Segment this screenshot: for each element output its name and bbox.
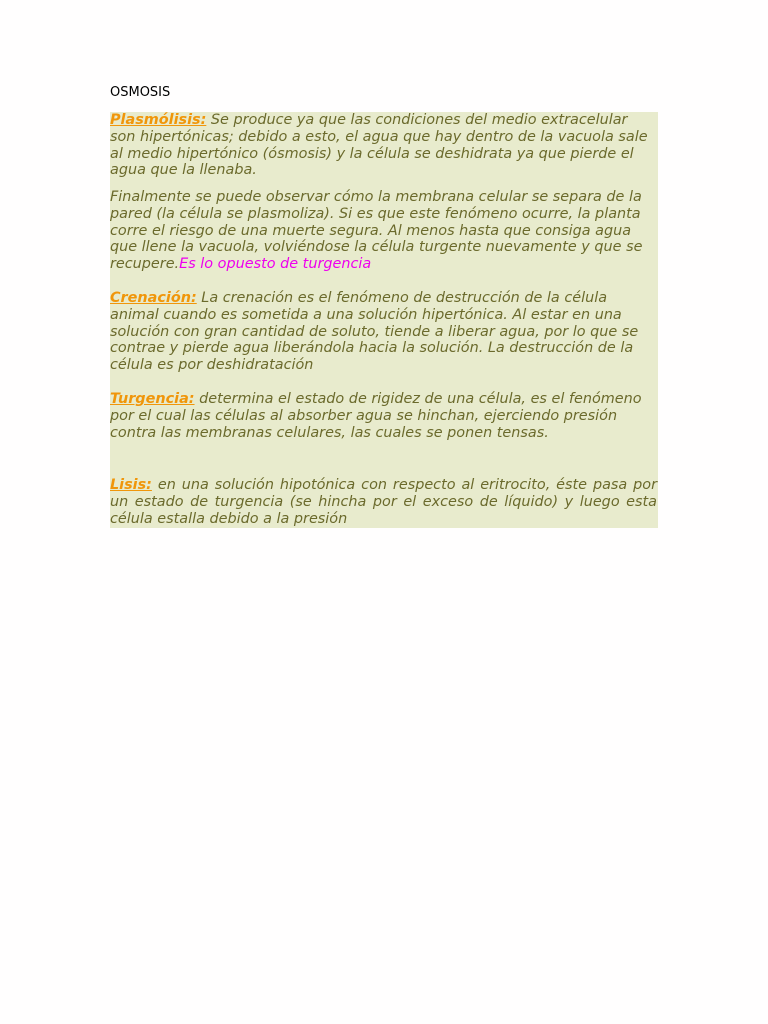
crenacion-term: Crenación: — [110, 290, 197, 306]
plasmolisis-term: Plasmólisis: — [110, 112, 207, 128]
crenacion-paragraph — [110, 290, 657, 374]
lisis-text: en una solución hipotónica con respecto al eritrocito, éste pasa por un estado de turgencia (se hincha por el exceso de líquido) y luego esta célula estalla debido a la presión — [110, 477, 657, 527]
turgencia-text: determina el estado de rigidez de una célula, es el fenómeno por el cual las células al absorber agua se hinchan, ejerciendo presión contra las membranas celulares, las cuales se ponen tensas. — [110, 391, 642, 441]
opposite-turgencia-note: Es lo opuesto de turgencia — [179, 256, 372, 273]
turgencia-term: Turgencia: — [110, 391, 195, 407]
turgencia-paragraph — [110, 391, 657, 441]
crenacion-text: La crenación es el fenómeno de destrucción de la célula animal cuando es sometida a una solución hipertónica. Al estar en una solución con gran cantidad de soluto, tiende a liberar agua, por lo que se contrae y pierde agua liberándola hacia la solución. La destrucción de la célula es por deshidratación — [110, 290, 639, 374]
plasmolisis-text: Se produce ya que las condiciones del medio extracelular son hipertónicas; debido a esto, el agua que hay dentro de la vacuola sale al medio hipertónico (ósmosis) y la célula se deshidrata ya que pierde el agua que la llenaba. — [110, 112, 648, 179]
plasmolisis-continued-paragraph — [110, 189, 657, 273]
document-title: OSMOSIS — [110, 85, 171, 100]
lisis-paragraph — [110, 477, 657, 527]
plasmolisis-continued-text: Finalmente se puede observar cómo la membrana celular se separa de la pared (la célula se plasmoliza). Si es que este fenómeno ocurre, la planta corre el riesgo de una muerte segura. Al menos hasta que consiga agua que llene la vacuola, volviéndose la célula turgente nuevamente y que se recupere. — [110, 189, 643, 273]
highlighted-content-box — [110, 112, 658, 528]
lisis-term: Lisis: — [110, 477, 152, 493]
plasmolisis-paragraph — [110, 112, 657, 179]
